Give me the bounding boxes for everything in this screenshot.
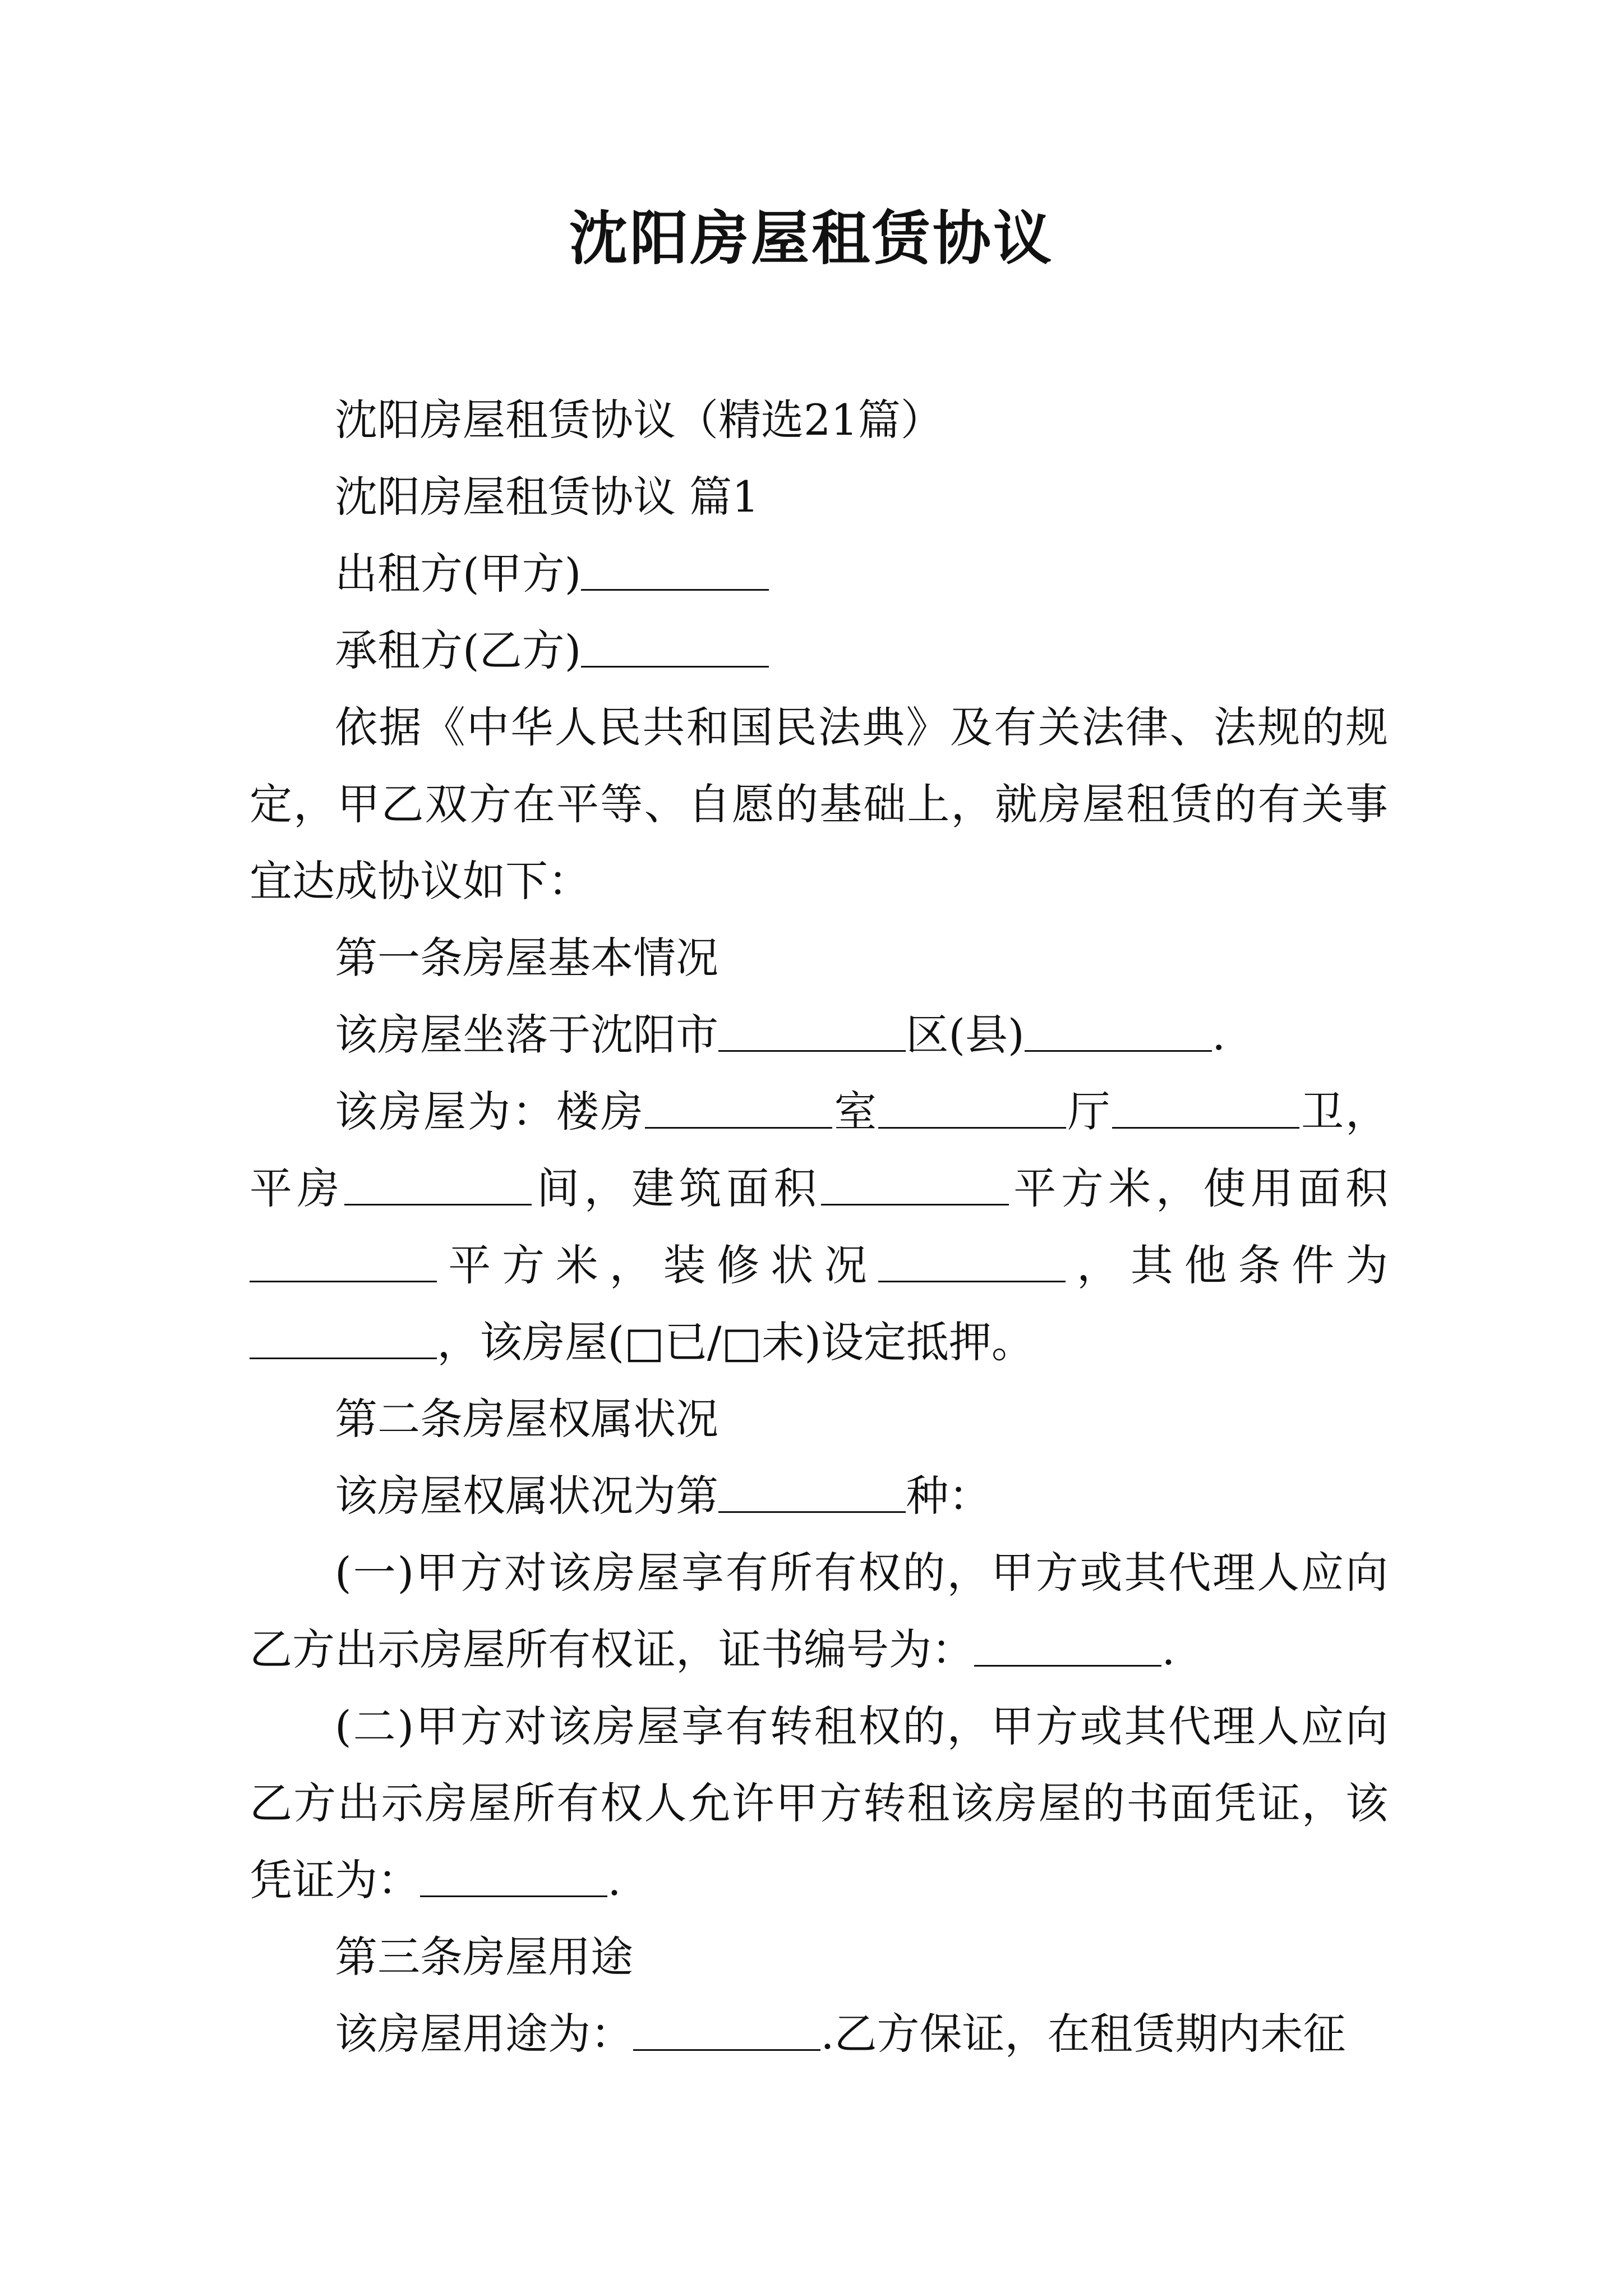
text: 室 xyxy=(832,1087,879,1137)
paragraph xyxy=(250,1534,1388,1688)
blank-line xyxy=(718,1011,906,1051)
text: 该房屋为：楼房 xyxy=(335,1087,645,1137)
blank-line xyxy=(878,1088,1066,1128)
paragraph xyxy=(250,996,1388,1073)
document-title: 沈阳房屋租赁协议 xyxy=(569,204,1054,273)
text: 该房屋坐落于沈阳市 xyxy=(335,1010,718,1060)
paragraph xyxy=(250,1918,1388,1995)
paragraph xyxy=(250,1457,1388,1534)
paragraph xyxy=(250,689,1388,919)
text: 承租方(乙方) xyxy=(335,625,582,675)
blank-line xyxy=(974,1626,1161,1666)
blank-line xyxy=(250,1319,437,1359)
text: 平方米，装修状况 xyxy=(437,1240,878,1290)
blank-line xyxy=(645,1088,832,1128)
blank-line xyxy=(878,1242,1066,1282)
text: 沈阳房屋租赁协议（精选21篇） xyxy=(335,395,943,445)
paragraph xyxy=(250,1381,1388,1457)
text: 种： xyxy=(906,1471,992,1521)
text: . xyxy=(1212,1010,1226,1060)
document-body xyxy=(250,381,1388,2072)
blank-line xyxy=(581,627,768,667)
text: 间，建筑面积 xyxy=(532,1163,822,1213)
text: 该房屋权属状况为第 xyxy=(335,1471,718,1521)
text: 厅 xyxy=(1066,1087,1112,1137)
paragraph xyxy=(250,458,1388,535)
paragraph xyxy=(250,1688,1388,1918)
paragraph xyxy=(250,535,1388,612)
text: 第一条房屋基本情况 xyxy=(335,933,718,983)
blank-line xyxy=(250,1242,437,1282)
paragraph xyxy=(250,381,1388,458)
text: ，该房屋(□已/□未)设定抵押。 xyxy=(437,1317,1034,1367)
text: 第三条房屋用途 xyxy=(335,1932,633,1982)
text: 第二条房屋权属状况 xyxy=(335,1394,718,1444)
text: (二)甲方对该房屋享有转租权的，甲方或其代理人应向乙方出示房屋所有权人允许甲方转租该房屋的书面凭证，该凭证为： xyxy=(250,1701,1388,1905)
blank-line xyxy=(821,1165,1008,1205)
text: 该房屋用途为： xyxy=(335,2009,633,2059)
blank-line xyxy=(718,1473,906,1512)
paragraph xyxy=(250,1995,1388,2072)
blank-line xyxy=(1112,1088,1299,1128)
text: 依据《中华人民共和国民法典》及有关法律、法规的规定，甲乙双方在平等、自愿的基础上，就房屋租赁的有关事宜达成协议如下： xyxy=(250,702,1388,906)
text: ，其他条件为 xyxy=(1066,1240,1389,1290)
text: . xyxy=(607,1855,621,1905)
text: (一)甲方对该房屋享有所有权的，甲方或其代理人应向乙方出示房屋所有权证，证书编号为： xyxy=(250,1548,1388,1674)
text: 平方米，使用面积 xyxy=(1008,1163,1389,1213)
paragraph xyxy=(250,919,1388,996)
text: 卫，平房 xyxy=(250,1087,1389,1213)
blank-line xyxy=(420,1857,607,1897)
paragraph xyxy=(250,1073,1388,1381)
blank-line xyxy=(1025,1011,1212,1051)
blank-line xyxy=(581,550,768,590)
text: 区(县) xyxy=(906,1010,1025,1060)
text: . xyxy=(1161,1625,1175,1674)
text: 出租方(甲方) xyxy=(335,549,582,599)
paragraph xyxy=(250,612,1388,689)
blank-line xyxy=(344,1165,532,1205)
text: .乙方保证，在租赁期内未征 xyxy=(820,2009,1346,2059)
blank-line xyxy=(633,2010,820,2050)
text: 沈阳房屋租赁协议 篇1 xyxy=(335,472,759,522)
